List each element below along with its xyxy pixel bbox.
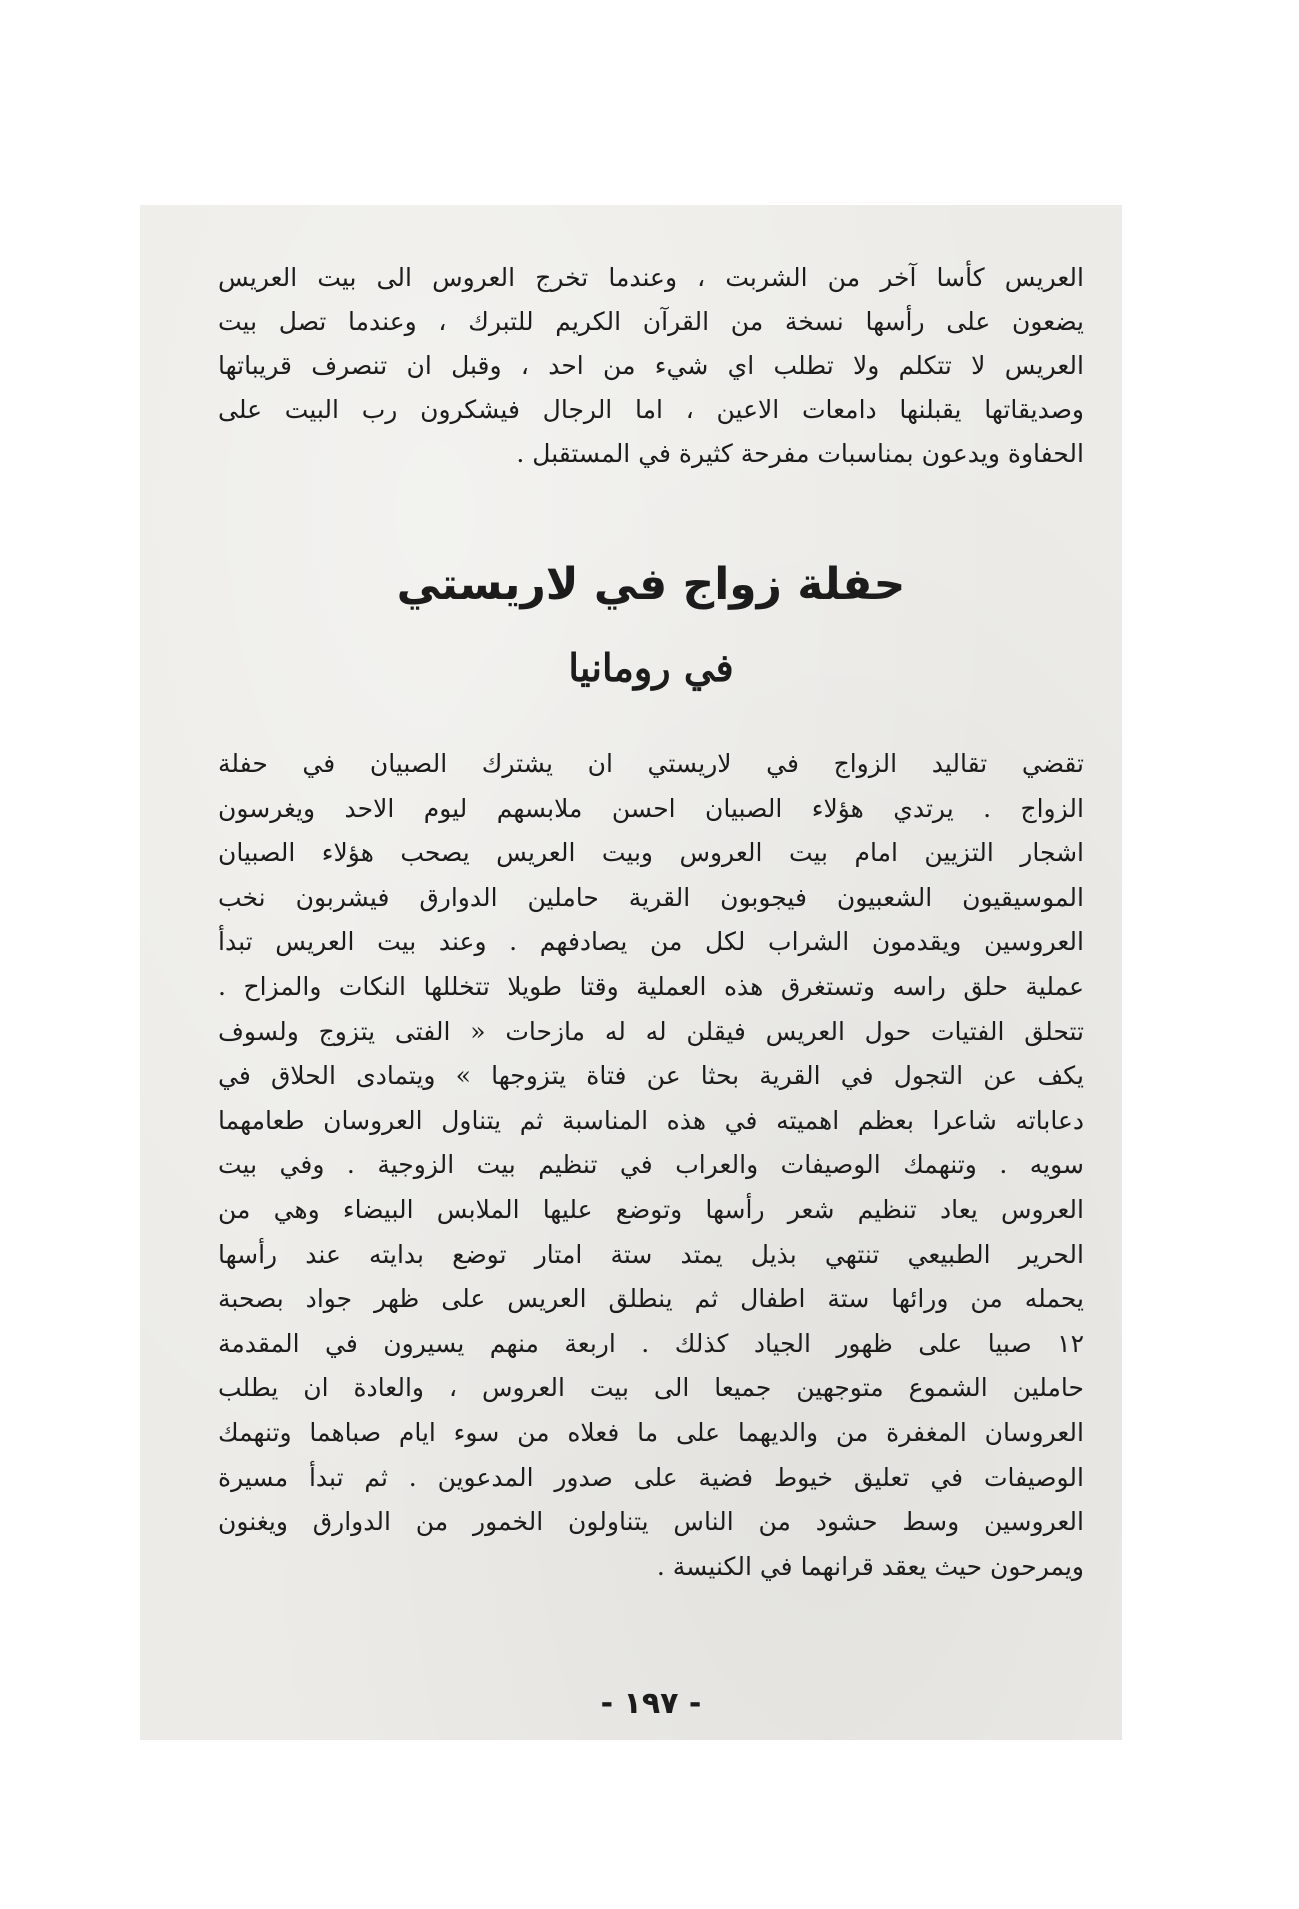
section-title: حفلة زواج في لاريستي [396, 559, 906, 610]
body-line: دعاباته شاعرا بعظم اهميته في هذه المناسبة ثم يتناول العروسان طعامهما [218, 1105, 1084, 1135]
body-line: الوصيفات في تعليق خيوط فضية على صدور المدعوين . ثم تبدأ مسيرة [218, 1462, 1084, 1492]
intro-line: يضعون على رأسها نسخة من القرآن الكريم للتبرك ، وعندما تصل بيت [218, 307, 1084, 336]
page-number: - ١٩٧ - [600, 1686, 702, 1721]
body-line: يحمله من ورائها ستة اطفال ثم ينطلق العريس على ظهر جواد بصحبة [218, 1284, 1084, 1314]
body-line: اشجار التزيين امام بيت العروس وبيت العريس يصحب هؤلاء الصبيان [218, 838, 1084, 868]
section-subtitle: في رومانيا [568, 645, 734, 690]
body-line: الحرير الطبيعي تنتهي بذيل يمتد ستة امتار توضع بدايته عند رأسها [218, 1239, 1084, 1269]
body-line: العروسان المغفرة من والديهما على ما فعلاه من سوء ايام صباهما وتنهمك [218, 1417, 1084, 1447]
body-paragraph [218, 742, 1084, 1589]
intro-paragraph [218, 256, 1084, 476]
body-line: تتحلق الفتيات حول العريس فيقلن له له مازحات « الفتى يتزوج ولسوف [218, 1016, 1084, 1046]
body-line: يكف عن التجول في القرية بحثا عن فتاة يتزوجها » ويتمادى الحلاق في [218, 1061, 1084, 1091]
body-line: سويه . وتنهمك الوصيفات والعراب في تنظيم بيت الزوجية . وفي بيت [218, 1150, 1084, 1180]
body-line: حاملين الشموع متوجهين جميعا الى بيت العروس ، والعادة ان يطلب [218, 1373, 1084, 1403]
body-line: الموسيقيون الشعبيون فيجوبون القرية حاملين الدوارق فيشربون نخب [218, 882, 1084, 912]
intro-line: الحفاوة ويدعون بمناسبات مفرحة كثيرة في المستقبل . [516, 439, 1084, 468]
body-line: العروسين وسط حشود من الناس يتناولون الخمور من الدوارق ويغنون [218, 1507, 1084, 1537]
body-line: الزواج . يرتدي هؤلاء الصبيان احسن ملابسهم ليوم الاحد ويغرسون [218, 793, 1084, 823]
body-line: العروس يعاد تنظيم شعر رأسها وتوضع عليها الملابس البيضاء وهي من [218, 1194, 1084, 1224]
body-line: العروسين ويقدمون الشراب لكل من يصادفهم . وعند بيت العريس تبدأ [218, 927, 1084, 957]
intro-line: العريس كأسا آخر من الشربت ، وعندما تخرج العروس الى بيت العريس [218, 263, 1084, 292]
body-line: ١٢ صبيا على ظهور الجياد كذلك . اربعة منهم يسيرون في المقدمة [218, 1328, 1084, 1358]
intro-line: وصديقاتها يقبلنها دامعات الاعين ، اما الرجال فيشكرون رب البيت على [218, 395, 1084, 424]
intro-line: العريس لا تتكلم ولا تطلب اي شيء من احد ، وقبل ان تنصرف قريباتها [218, 351, 1084, 380]
body-line: ويمرحون حيث يعقد قرانهما في الكنيسة . [656, 1551, 1084, 1581]
body-line: تقضي تقاليد الزواج في لاريستي ان يشترك الصبيان في حفلة [218, 749, 1084, 778]
body-line: عملية حلق راسه وتستغرق هذه العملية وقتا طويلا تتخللها النكات والمزاح . [218, 971, 1084, 1001]
